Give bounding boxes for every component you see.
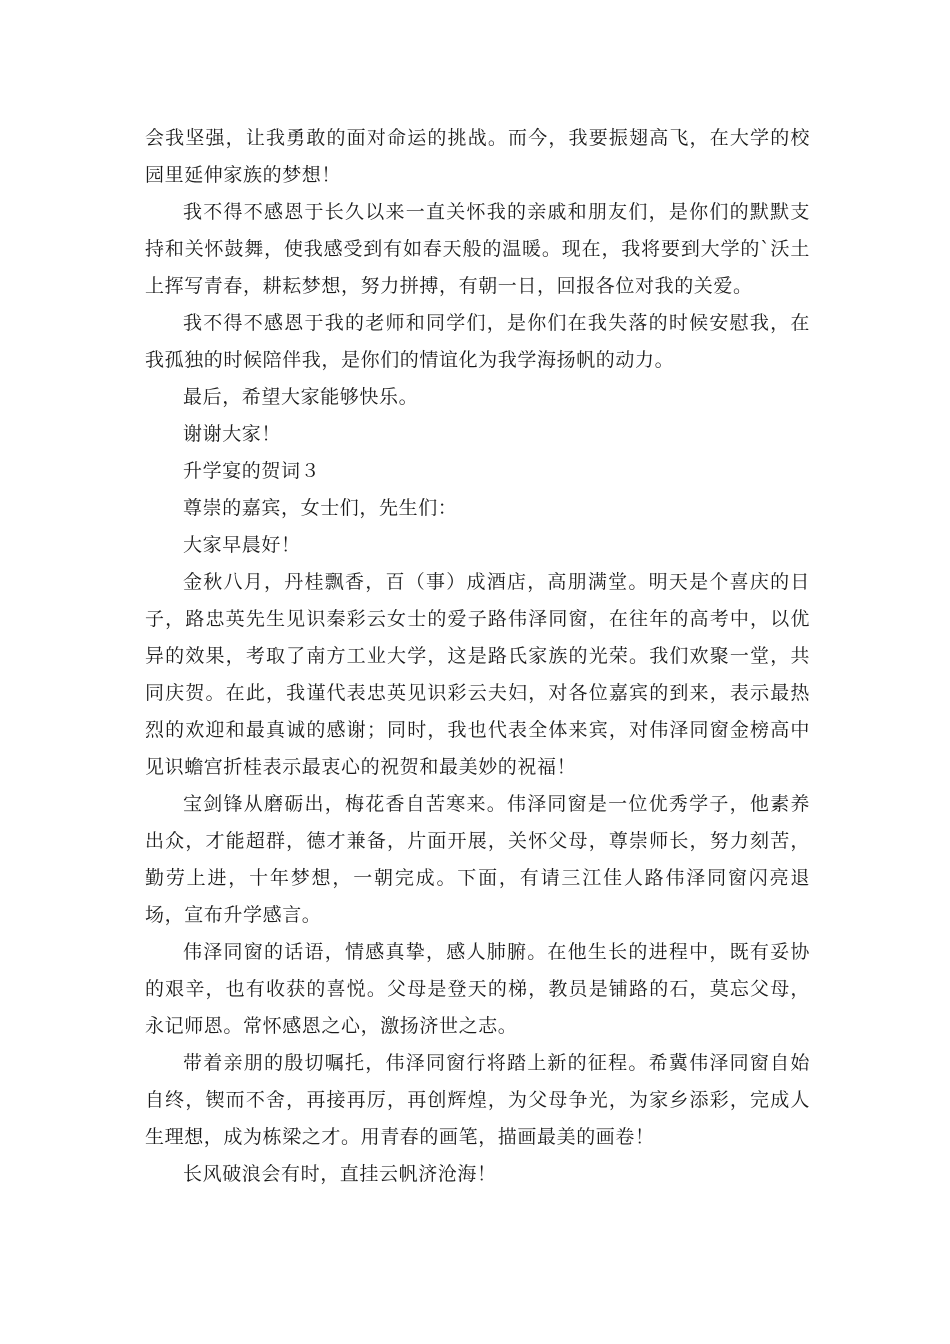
paragraph: 会我坚强，让我勇敢的面对命运的挑战。而今，我要振翅高飞，在大学的校园里延伸家族的梦想！ xyxy=(145,127,810,186)
greeting: 大家早晨好！ xyxy=(183,534,301,556)
paragraph: 金秋八月，丹桂飘香，百（事）成酒店，高朋满堂。明天是个喜庆的日子，路忠英先生见识秦彩云女士的爱子路伟泽同窗，在往年的高考中，以优异的效果，考取了南方工业大学，这是路氏家族的光荣。我们欢聚一堂，共同庆贺。在此，我谨代表忠英见识彩云夫妇，对各位嘉宾的到来，表示最热烈的欢迎和最真诚的感谢；同时，我也代表全体来宾，对伟泽同窗金榜高中见识蟾宫折桂表示最衷心的祝贺和最美妙的祝福！ xyxy=(145,571,810,778)
paragraph: 我不得不感恩于我的老师和同学们，是你们在我失落的时候安慰我，在我孤独的时候陪伴我，是你们的情谊化为我学海扬帆的动力。 xyxy=(145,312,810,371)
closing-line: 长风破浪会有时，直挂云帆济沧海！ xyxy=(183,1163,497,1185)
paragraph: 伟泽同窗的话语，情感真挚，感人肺腑。在他生长的进程中，既有妥协的艰辛，也有收获的喜悦。父母是登天的梯，教员是铺路的石，莫忘父母，永记师恩。常怀感恩之心，激扬济世之志。 xyxy=(145,941,810,1037)
paragraph: 谢谢大家！ xyxy=(183,423,282,445)
document-body xyxy=(145,120,810,1193)
paragraph: 我不得不感恩于长久以来一直关怀我的亲戚和朋友们，是你们的默默支持和关怀鼓舞，使我感受到有如春天般的温暖。现在，我将要到大学的`沃土上挥写青春，耕耘梦想，努力拼搏，有朝一日，回报各位对我的关爱。 xyxy=(145,201,810,297)
paragraph: 宝剑锋从磨砺出，梅花香自苦寒来。伟泽同窗是一位优秀学子，他素养出众，才能超群，德才兼备，片面开展，关怀父母，尊崇师长，努力刻苦，勤劳上进，十年梦想，一朝完成。下面，有请三江佳人路伟泽同窗闪亮退场，宣布升学感言。 xyxy=(145,793,810,926)
section-heading: 升学宴的贺词３ xyxy=(183,460,321,482)
salutation: 尊崇的嘉宾，女士们，先生们： xyxy=(183,497,458,519)
paragraph: 带着亲朋的殷切嘱托，伟泽同窗行将踏上新的征程。希冀伟泽同窗自始自终，锲而不舍，再接再厉，再创辉煌，为父母争光，为家乡添彩，完成人生理想，成为栋梁之才。用青春的画笔，描画最美的画卷！ xyxy=(145,1052,810,1148)
paragraph: 最后，希望大家能够快乐。 xyxy=(183,386,419,408)
